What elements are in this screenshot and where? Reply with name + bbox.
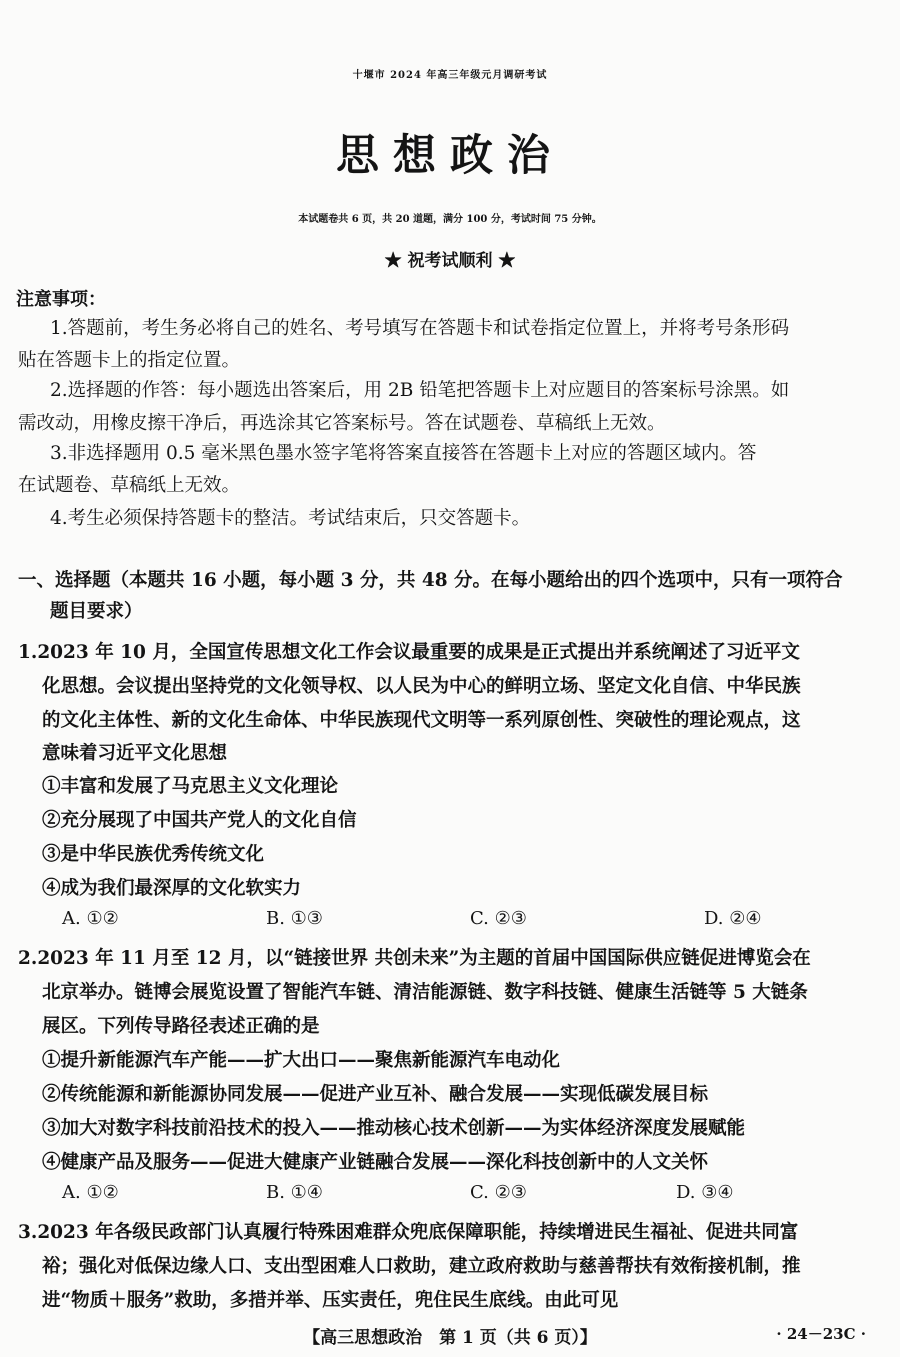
question-3-stem: 3.2023 年各级民政部门认真履行特殊困难群众兜底保障职能，持续增进民生福祉、促进共同富 <box>18 1222 799 1243</box>
option-d[interactable]: D. ③④ <box>676 1182 734 1203</box>
question-2-stem: 展区。下列传导路径表述正确的是 <box>42 1016 320 1037</box>
section-heading-cont: 题目要求） <box>50 601 143 622</box>
question-2-stem: 北京举办。链博会展览设置了智能汽车链、清洁能源链、数字科技链、健康生活链等 5 大链条 <box>42 982 808 1003</box>
question-2-item: ④健康产品及服务——促进大健康产业链融合发展——深化科技创新中的人文关怀 <box>42 1152 709 1173</box>
option-c[interactable]: C. ②③ <box>470 908 527 929</box>
question-1-item: ②充分展现了中国共产党人的文化自信 <box>42 810 357 831</box>
notice-line: 需改动，用橡皮擦干净后，再选涂其它答案标号。答在试题卷、草稿纸上无效。 <box>18 413 666 434</box>
question-1-stem: 的文化主体性、新的文化生命体、中华民族现代文明等一系列原创性、突破性的理论观点，这 <box>42 710 801 731</box>
question-1-item: ③是中华民族优秀传统文化 <box>42 844 265 865</box>
question-3-stem: 裕；强化对低保边缘人口、支出型困难人口救助，建立政府救助与慈善帮扶有效衔接机制，推 <box>42 1256 801 1277</box>
exam-title: 十堰市 2024 年高三年级元月调研考试 <box>352 70 548 81</box>
notice-line: 在试题卷、草稿纸上无效。 <box>18 475 241 496</box>
option-a[interactable]: A. ①② <box>62 1182 119 1203</box>
question-3-stem: 进“物质＋服务”救助，多措并举、压实责任，兜住民生底线。由此可见 <box>42 1290 619 1311</box>
question-1-options <box>0 908 900 934</box>
exam-info: 本试题卷共 6 页，共 20 道题，满分 100 分，考试时间 75 分钟。 <box>298 214 602 225</box>
notice-line: 4.考生必须保持答题卡的整洁。考试结束后，只交答题卡。 <box>50 508 531 529</box>
subject-title: 思想政治 <box>336 131 564 181</box>
question-2-item: ①提升新能源汽车产能——扩大出口——聚焦新能源汽车电动化 <box>42 1050 561 1071</box>
notice-line: 2.选择题的作答：每小题选出答案后，用 2B 铅笔把答题卡上对应题目的答案标号涂黑。如 <box>50 380 790 401</box>
option-d[interactable]: D. ②④ <box>704 908 762 929</box>
question-2-item: ③加大对数字科技前沿技术的投入——推动核心技术创新——为实体经济深度发展赋能 <box>42 1118 746 1139</box>
question-1-stem: 意味着习近平文化思想 <box>42 743 228 764</box>
section-heading: 一、选择题（本题共 16 小题，每小题 3 分，共 48 分。在每小题给出的四个选项中，只有一项符合 <box>18 570 843 591</box>
question-1-item: ④成为我们最深厚的文化软实力 <box>42 878 302 899</box>
question-1-item: ①丰富和发展了马克思主义文化理论 <box>42 776 339 797</box>
notice-line: 贴在答题卡上的指定位置。 <box>18 350 241 371</box>
question-2-options <box>0 1182 900 1208</box>
notice-line: 1.答题前，考生务必将自己的姓名、考号填写在答题卡和试卷指定位置上，并将考号条形码 <box>50 318 790 339</box>
question-1-stem: 化思想。会议提出坚持党的文化领导权、以人民为中心的鲜明立场、坚定文化自信、中华民族 <box>42 676 801 697</box>
notice-line: 3.非选择题用 0.5 毫米黑色墨水签字笔将答案直接答在答题卡上对应的答题区域内。答 <box>50 443 757 464</box>
question-2-stem: 2.2023 年 11 月至 12 月，以“链接世界 共创未来”为主题的首届中国国际供应链促进博览会在 <box>18 948 811 969</box>
paper-code: · 24－23C · <box>776 1325 866 1343</box>
option-c[interactable]: C. ②③ <box>470 1182 527 1203</box>
notice-heading: 注意事项： <box>16 289 106 310</box>
page-footer: 【高三思想政治 第 1 页（共 6 页）】 <box>303 1328 597 1348</box>
option-b[interactable]: B. ①③ <box>266 908 323 929</box>
good-luck-banner: ★ 祝考试顺利 ★ <box>384 251 516 271</box>
option-b[interactable]: B. ①④ <box>266 1182 323 1203</box>
question-2-item: ②传统能源和新能源协同发展——促进产业互补、融合发展——实现低碳发展目标 <box>42 1084 709 1105</box>
question-1-stem: 1.2023 年 10 月，全国宣传思想文化工作会议最重要的成果是正式提出并系统阐述了习近平文 <box>18 642 800 663</box>
option-a[interactable]: A. ①② <box>62 908 119 929</box>
